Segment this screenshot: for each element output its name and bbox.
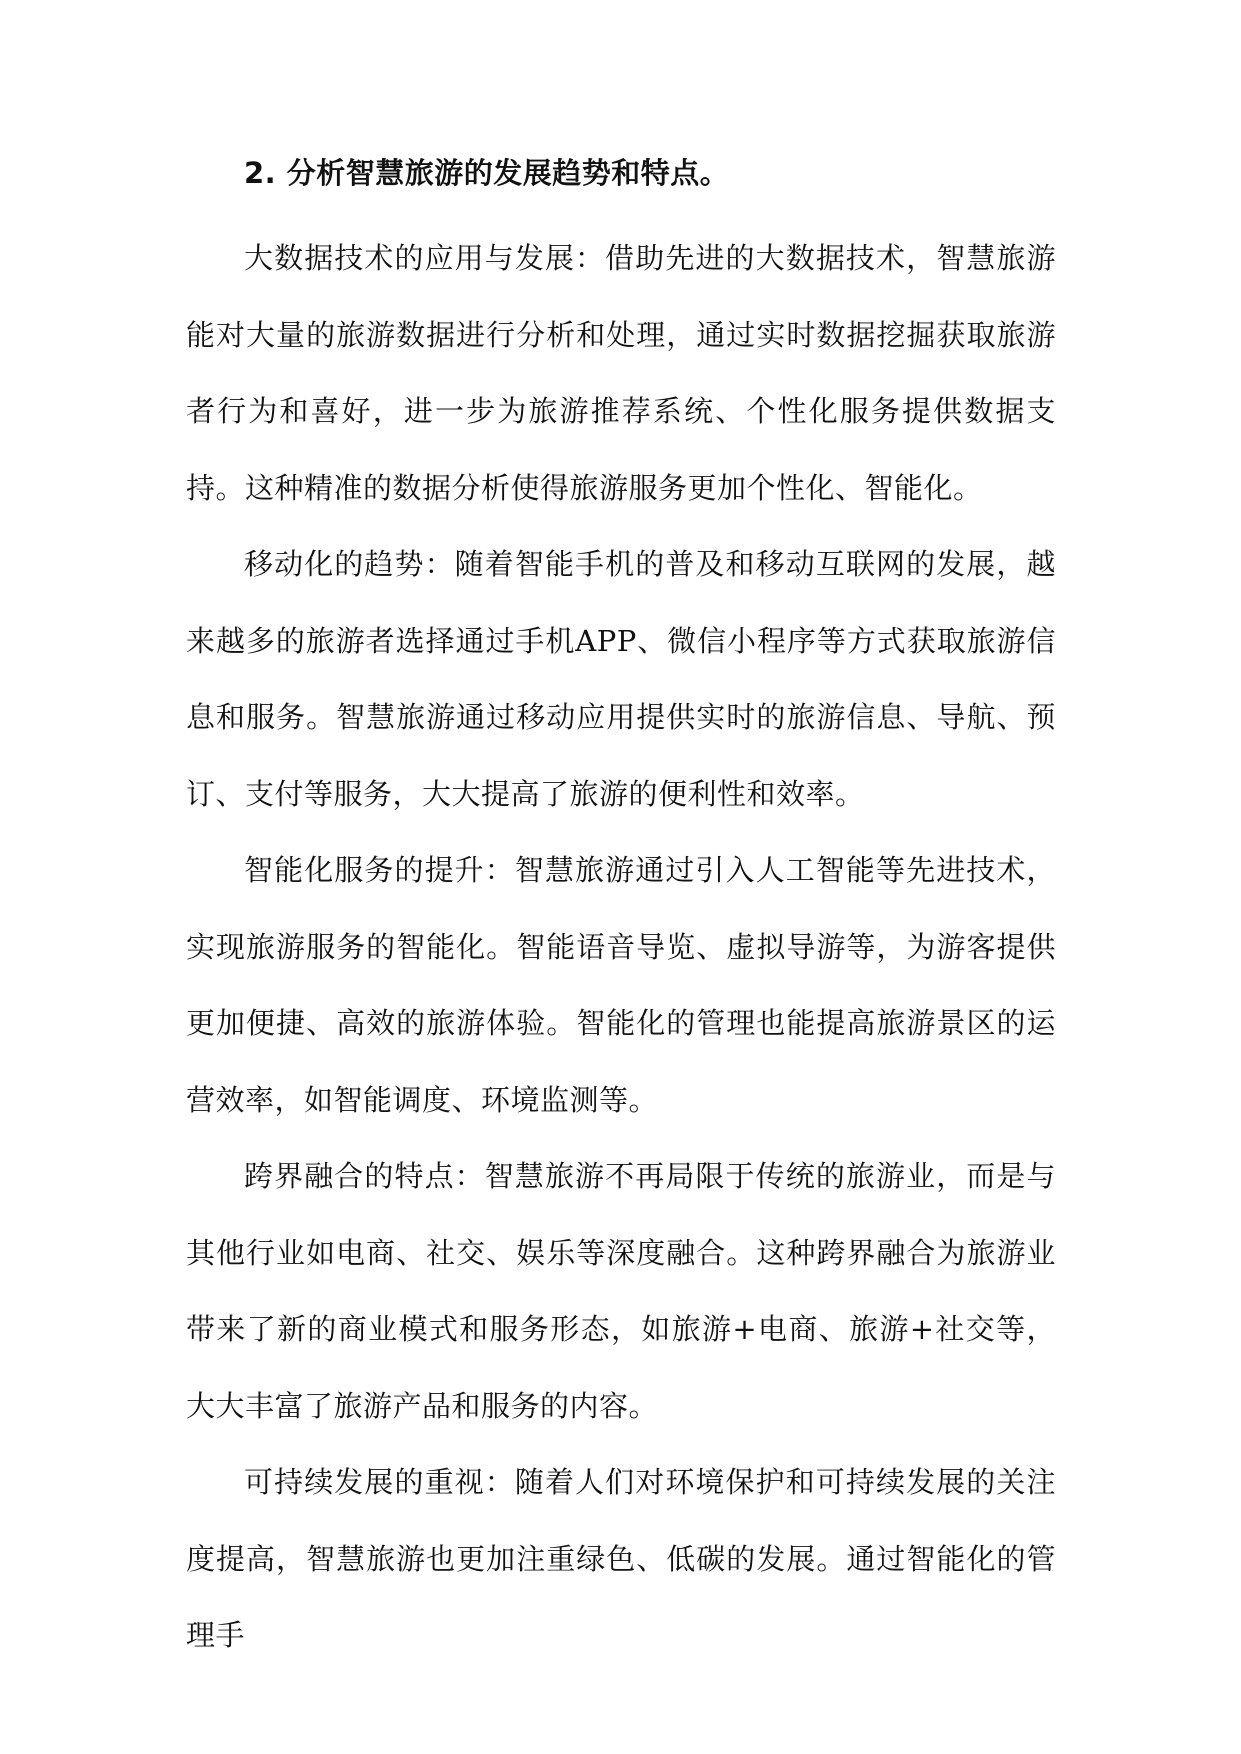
paragraph-sustainability: 可持续发展的重视：随着人们对环境保护和可持续发展的关注度提高，智慧旅游也更加注重绿色、低碳的发展。通过智能化的管理手 bbox=[186, 1465, 1056, 1652]
paragraph-mobile-trend: 移动化的趋势：随着智能手机的普及和移动互联网的发展，越来越多的旅游者选择通过手机APP、微信小程序等方式获取旅游信息和服务。智慧旅游通过移动应用提供实时的旅游信息、导航、预订、支付等服务，大大提高了旅游的便利性和效率。 bbox=[186, 547, 1056, 811]
section-heading: 2. 分析智慧旅游的发展趋势和特点。 bbox=[244, 156, 730, 190]
document-body bbox=[186, 148, 1056, 1674]
paragraph-big-data: 大数据技术的应用与发展：借助先进的大数据技术，智慧旅游能对大量的旅游数据进行分析和处理，通过实时数据挖掘获取旅游者行为和喜好，进一步为旅游推荐系统、个性化服务提供数据支持。这种精准的数据分析使得旅游服务更加个性化、智能化。 bbox=[186, 241, 1056, 505]
paragraph-intelligent-service: 智能化服务的提升：智慧旅游通过引入人工智能等先进技术，实现旅游服务的智能化。智能语音导览、虚拟导游等，为游客提供更加便捷、高效的旅游体验。智能化的管理也能提高旅游景区的运营效率，如智能调度、环境监测等。 bbox=[186, 853, 1056, 1117]
paragraph-cross-industry: 跨界融合的特点：智慧旅游不再局限于传统的旅游业，而是与其他行业如电商、社交、娱乐等深度融合。这种跨界融合为旅游业带来了新的商业模式和服务形态，如旅游+电商、旅游+社交等，大大丰富了旅游产品和服务的内容。 bbox=[186, 1159, 1056, 1423]
